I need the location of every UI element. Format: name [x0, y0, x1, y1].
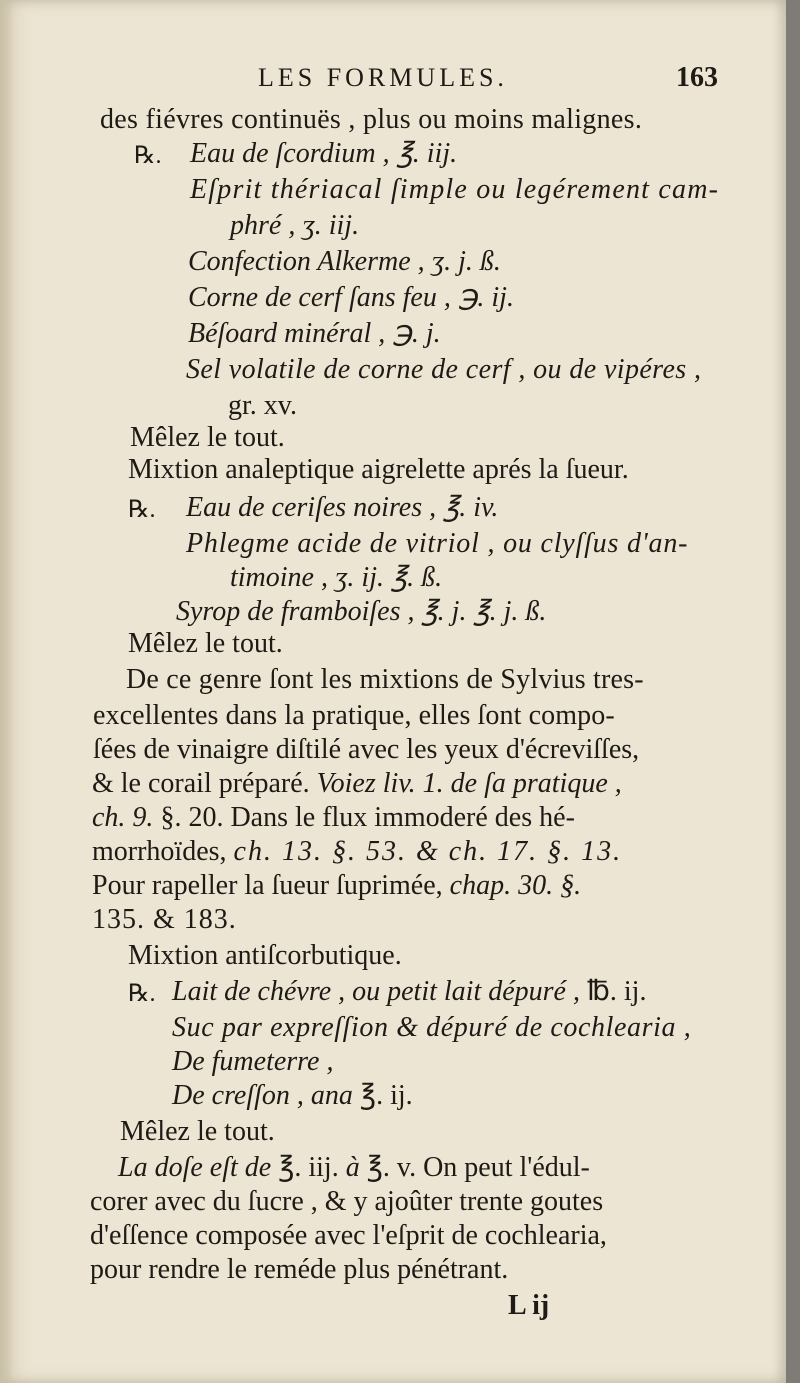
- text-line: Corne de cerf ſans feu , ℈. ij.: [188, 282, 514, 313]
- citation: ch. 9.: [92, 802, 161, 833]
- text-line: des fiévres continuës , plus ou moins malignes.: [100, 104, 643, 135]
- text-line: d'eſſence composée avec l'eſprit de cochlearia,: [90, 1220, 607, 1251]
- text-line: Sel volatile de corne de cerf , ou de vipéres ,: [186, 354, 702, 385]
- recipe-symbol: ℞.: [134, 143, 162, 169]
- text-span: Lait de chévre , ou petit lait dépuré ,: [172, 976, 587, 1007]
- text-line: [172, 1080, 413, 1112]
- text-line: Béſoard minéral , ℈. j.: [188, 318, 441, 349]
- recipe-symbol: ℞.: [128, 981, 156, 1007]
- text-line: pour rendre le reméde plus pénétrant.: [90, 1254, 509, 1285]
- text-span: Pour rapeller la ſueur ſuprimée,: [92, 870, 450, 901]
- citation: Voiez liv. 1. de ſa pratique ,: [316, 768, 622, 799]
- text-line: 135. & 183.: [92, 904, 237, 935]
- text-line: excellentes dans la pratique, elles ſont compo-: [93, 700, 615, 731]
- text-span: à: [345, 1152, 367, 1183]
- citation: chap. 30. §.: [449, 870, 582, 901]
- text-span: & le corail préparé.: [92, 768, 317, 799]
- text-line: Mêlez le tout.: [120, 1116, 275, 1147]
- text-line: timoine , ʒ. ij. ℥. ß.: [230, 562, 443, 593]
- signature-mark: L ij: [508, 1290, 550, 1321]
- text-line: Mêlez le tout.: [130, 422, 285, 453]
- text-line: Eſprit thériacal ſimple ou legérement cam-: [190, 174, 720, 205]
- text-line: Suc par expreſſion & dépuré de cochlearia ,: [172, 1012, 692, 1043]
- text-line: De ce genre ſont les mixtions de Sylvius tres-: [126, 664, 644, 695]
- text-line: Mêlez le tout.: [128, 628, 283, 659]
- text-span: De creſſon , ana: [172, 1080, 360, 1111]
- running-header: LES FORMULES.: [258, 63, 508, 92]
- text-line: Syrop de framboiſes , ℥. j. ℥. j. ß.: [176, 596, 547, 627]
- text-line: Mixtion antiſcorbutique.: [128, 940, 402, 971]
- text-line: ſées de vinaigre diſtilé avec les yeux d'écreviſſes,: [93, 734, 640, 765]
- text-line: Mixtion analeptique aigrelette aprés la ſueur.: [128, 454, 629, 485]
- text-span: morrhoïdes,: [92, 836, 234, 867]
- text-line: gr. xv.: [228, 390, 297, 421]
- text-line: [92, 836, 622, 868]
- text-line: phré , ʒ. iij.: [230, 210, 360, 241]
- text-line: [92, 802, 575, 834]
- text-line: [118, 1152, 590, 1184]
- text-line: Phlegme acide de vitriol , ou clyſſus d'an-: [186, 528, 689, 559]
- citation: ch. 13. §. 53. & ch. 17. §. 13.: [233, 836, 623, 867]
- text-line: Confection Alkerme , ʒ. j. ß.: [188, 246, 501, 277]
- text-span: §. 20. Dans le flux immoderé des hé-: [160, 802, 575, 833]
- text-line: [172, 976, 646, 1008]
- text-line: Eau de ceriſes noires , ℥. iv.: [186, 492, 499, 523]
- text-line: [92, 870, 581, 902]
- text-span: ℥. ij.: [359, 1080, 413, 1111]
- text-span: ℔. ij.: [586, 976, 647, 1007]
- text-span: ℥. iij.: [278, 1152, 346, 1183]
- text-line: [92, 768, 622, 800]
- text-span: La doſe eſt de: [118, 1152, 279, 1183]
- text-span: ℥. v. On peut l'édul-: [366, 1152, 590, 1183]
- recipe-symbol: ℞.: [128, 497, 156, 523]
- text-line: De fumeterre ,: [172, 1046, 334, 1077]
- text-line: corer avec du ſucre , & y ajoûter trente goutes: [90, 1186, 604, 1217]
- page-number: 163: [676, 62, 718, 93]
- text-line: Eau de ſcordium , ℥. iij.: [190, 138, 458, 169]
